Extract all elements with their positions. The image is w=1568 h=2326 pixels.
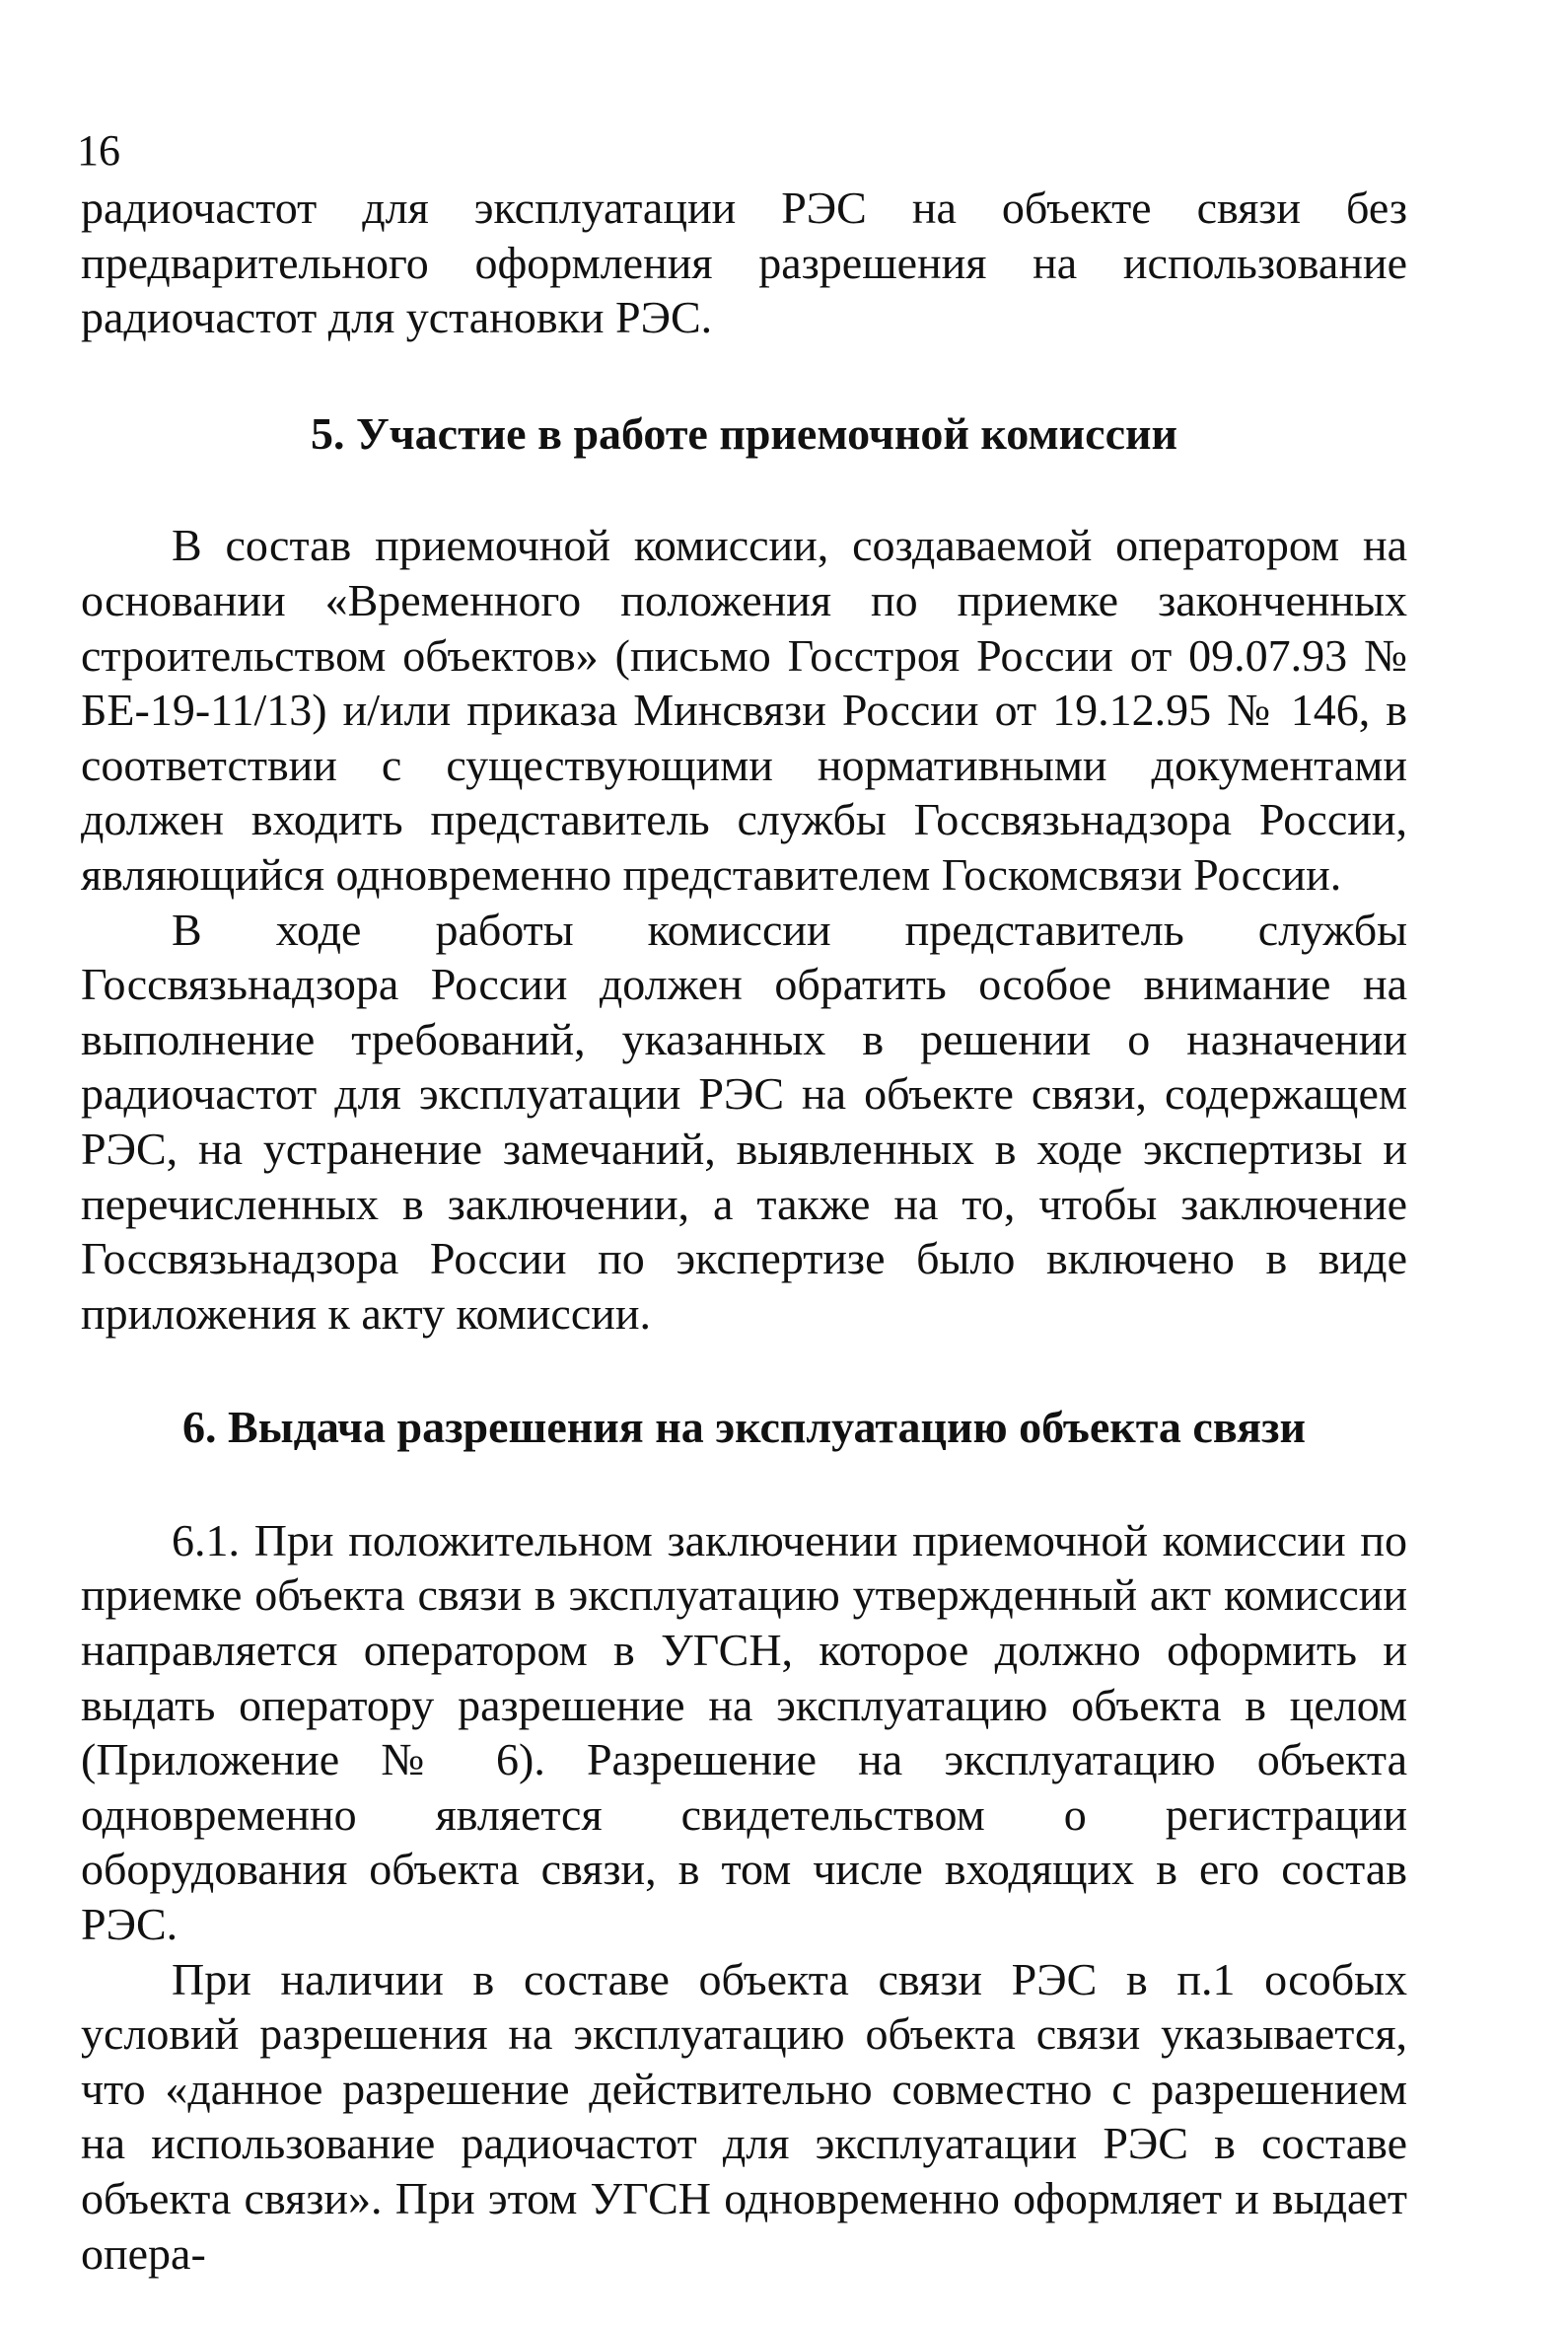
section-6-heading: 6. Выдача разрешения на эксплуатацию объекта связи	[182, 1402, 1306, 1453]
section-5-paragraph-1: В состав приемочной комиссии, создаваемой оператором на основании «Временного положения по приемке законченных строительством объектов» (письмо Госстроя России от 09.07.93 № БЕ-19-11/13) и/или приказа Минсвязи России от 19.12.95 № 146, в соответствии с существующими нормативными документами должен входить представитель службы Госсвязьнадзора России, являющийся одновременно представителем Госкомсвязи России.	[81, 520, 1407, 900]
section-5-paragraph-2: В ходе работы комиссии представитель службы Госсвязьнадзора России должен обратить особое внимание на выполнение требований, указанных в решении о назначении радиочастот для эксплуатации РЭС на объекте связи, содержащем РЭС, на устранение замечаний, выявленных в ходе экспертизы и перечисленных в заключении, а также на то, чтобы заключение Госсвязьнадзора России по экспертизе было включено в виде приложения к акту комиссии.	[81, 904, 1407, 1339]
section-6-paragraph-2: При наличии в составе объекта связи РЭС в п.1 особых условий разрешения на эксплуатацию объекта связи указывается, что «данное разрешение действительно совместно с разрешением на использование радиочастот для эксплуатации РЭС в составе объекта связи». При этом УГСН одновременно оформляет и выдает опера-	[81, 1953, 1407, 2279]
continued-paragraph: радиочастот для эксплуатации РЭС на объекте связи без предварительного оформления разрешения на использование радиочастот для установки РЭС.	[81, 182, 1407, 343]
section-6-paragraph-1: 6.1. При положительном заключении приемочной комиссии по приемке объекта связи в эксплуатацию утвержденный акт комиссии направляется оператором в УГСН, которое должно оформить и выдать оператору разрешение на эксплуатацию объекта в целом (Приложение № 6). Разрешение на эксплуатацию объекта одновременно является свидетельством о регистрации оборудования объекта связи, в том числе входящих в его состав РЭС.	[81, 1514, 1407, 1950]
section-5-heading: 5. Участие в работе приемочной комиссии	[310, 407, 1178, 459]
text-column	[81, 181, 1407, 2281]
page-number: 16	[77, 126, 120, 175]
